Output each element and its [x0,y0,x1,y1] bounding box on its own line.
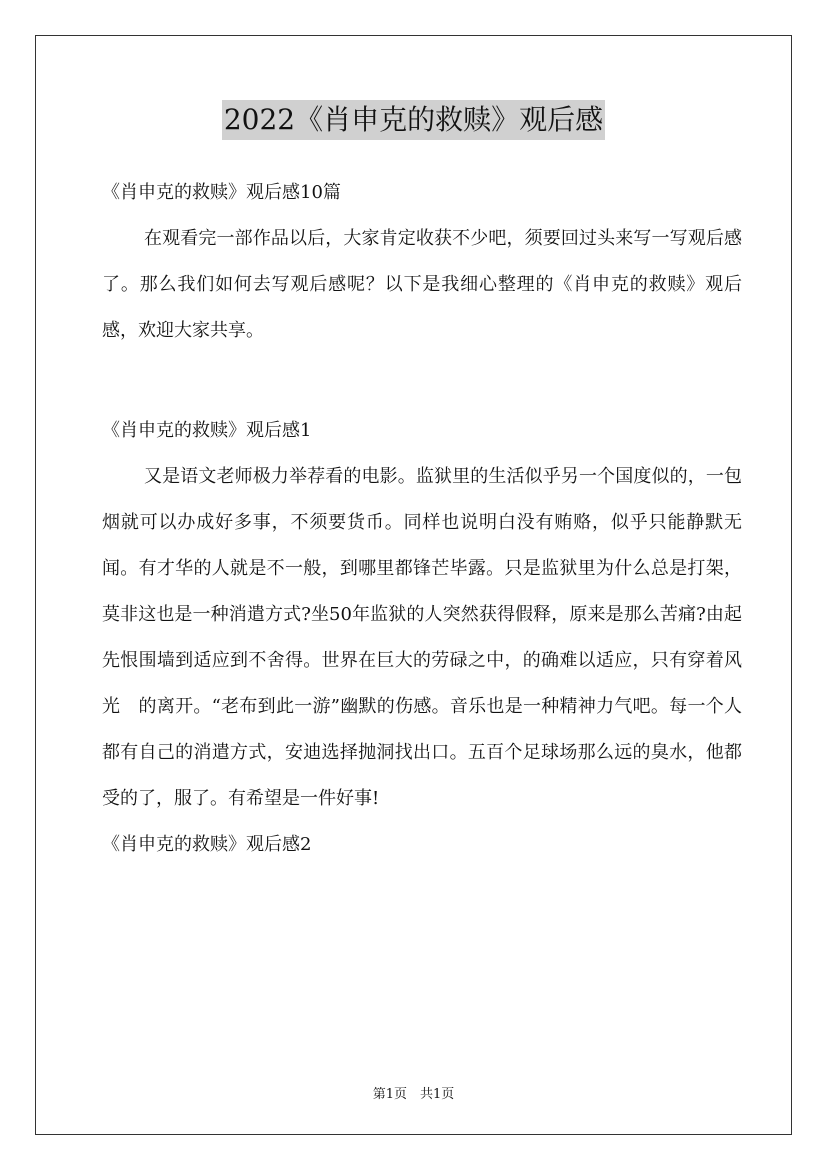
section-body-1: 又是语文老师极力举荐看的电影。监狱里的生活似乎另一个国度似的，一包烟就可以办成好多事，不须要货币。同样也说明白没有贿赂，似乎只能静默无闻。有才华的人就是不一般，到哪里都锋芒毕露。只是监狱里为什么总是打架，莫非这也是一种消遣方式?坐50年监狱的人突然获得假释，原来是那么苦痛?由起先恨围墙到适应到不舍得。世界在巨大的劳碌之中，的确难以适应，只有穿着风光 的离开。“老布到此一游”幽默的伤感。音乐也是一种精神力气吧。每一个人都有自己的消遣方式，安迪选择抛洞找出口。五百个足球场那么远的臭水，他都受的了，服了。有希望是一件好事! [102,466,742,809]
document-body [102,170,742,868]
document-title: 2022《肖申克的救赎》观后感 [222,100,605,140]
title-container [0,100,827,140]
page-footer [0,1083,827,1102]
section-spacer [102,354,742,408]
intro-paragraph: 在观看完一部作品以后，大家肯定收获不少吧，须要回过头来写一写观后感了。那么我们如何去写观后感呢？以下是我细心整理的《肖申克的救赎》观后感，欢迎大家共享。 [102,228,742,341]
section-heading-1: 《肖申克的救赎》观后感1 [102,420,312,441]
section-heading-2: 《肖申克的救赎》观后感2 [102,834,312,855]
page-number-label: 第1页 共1页 [372,1087,455,1102]
document-subtitle: 《肖申克的救赎》观后感10篇 [102,182,341,203]
